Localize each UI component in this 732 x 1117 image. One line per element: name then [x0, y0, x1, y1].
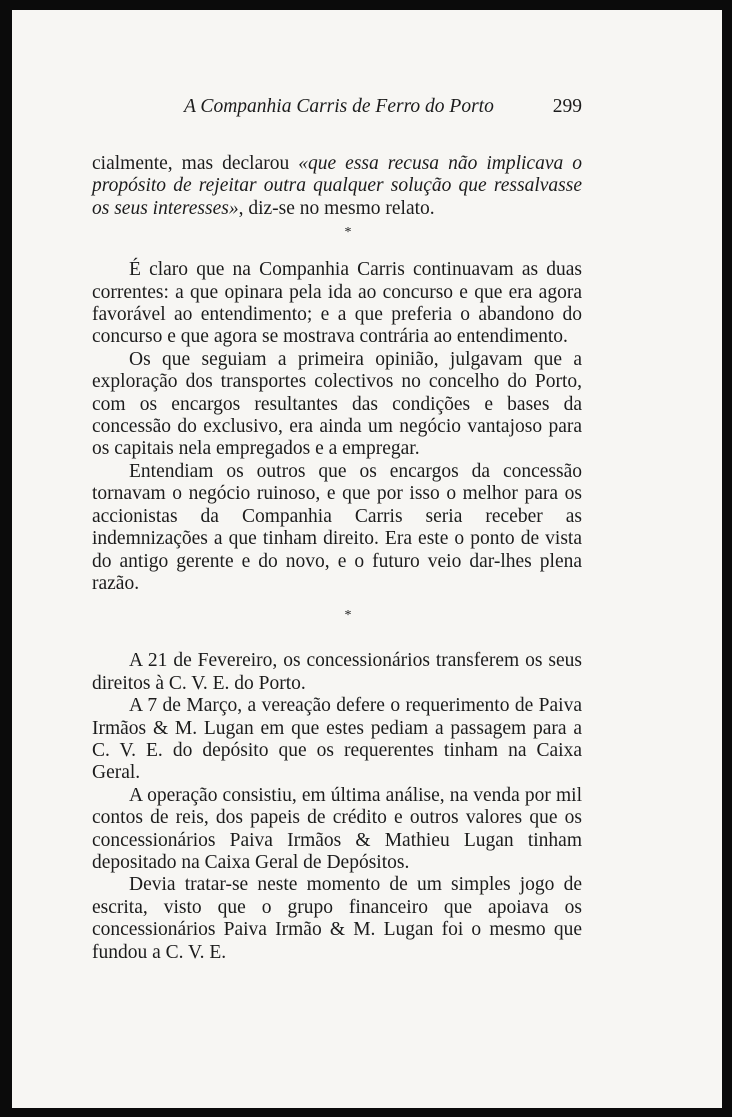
paragraph-8: Devia tratar-se neste momento de um simples jogo de escrita, visto que o grupo financeiro que apoiava os concessionários Paiva Irmão & M. Lugan foi o mesmo que fundou a C. V. E. [92, 874, 582, 963]
paragraph-1 [92, 153, 582, 220]
paragraph-4: Entendiam os outros que os encargos da concessão tornavam o negócio ruinoso, e que por isso o melhor para os accionistas da Companhia Carris seria receber as indemnizações a que tinham direito. Era este o ponto de vista do antigo gerente e do novo, e o futuro veio dar-lhes plena razão. [92, 460, 582, 594]
section-separator-1: * [344, 225, 352, 241]
paragraph-7: A operação consistiu, em última análise, na venda por mil contos de reis, dos papeis de crédito e outros valores que os concessionários Paiva Irmãos & Mathieu Lugan tinham depositado na Caixa Geral de Depósitos. [92, 784, 582, 873]
paragraph-2: É claro que na Companhia Carris continuavam as duas correntes: a que opinara pela ida ao concurso e que era agora favorável ao entendimento; e a que preferia o abandono do concurso e que agora se mostrava contrária ao entendimento. [92, 259, 582, 348]
paragraph-5: A 21 de Fevereiro, os concessionários transferem os seus direitos à C. V. E. do Porto. [92, 650, 582, 694]
p1-plain: cialmente, mas declarou [92, 153, 299, 174]
section-separator-2: * [344, 608, 352, 624]
book-page [12, 10, 722, 1108]
paragraph-3: Os que seguiam a primeira opinião, julgavam que a exploração dos transportes colectivos no concelho do Porto, com os encargos resultantes das condições e bases da concessão do exclusivo, era ainda um negócio vantajoso para os capitais nela empregados e a empregar. [92, 348, 582, 460]
page-body [92, 153, 582, 964]
paragraph-6: A 7 de Março, a vereação defere o requerimento de Paiva Irmãos & M. Lugan em que estes pediam a passagem para a C. V. E. do depósito que os requerentes tinham na Caixa Geral. [92, 695, 582, 784]
running-title: A Companhia Carris de Ferro do Porto [184, 96, 494, 117]
p1-tail: , diz-se no mesmo relato. [238, 197, 435, 219]
page-number: 299 [552, 96, 582, 117]
p1-quote: «que essa recusa não implicava o propósito de rejeitar outra qualquer solução que ressalvasse os seus interesses» [92, 153, 582, 219]
